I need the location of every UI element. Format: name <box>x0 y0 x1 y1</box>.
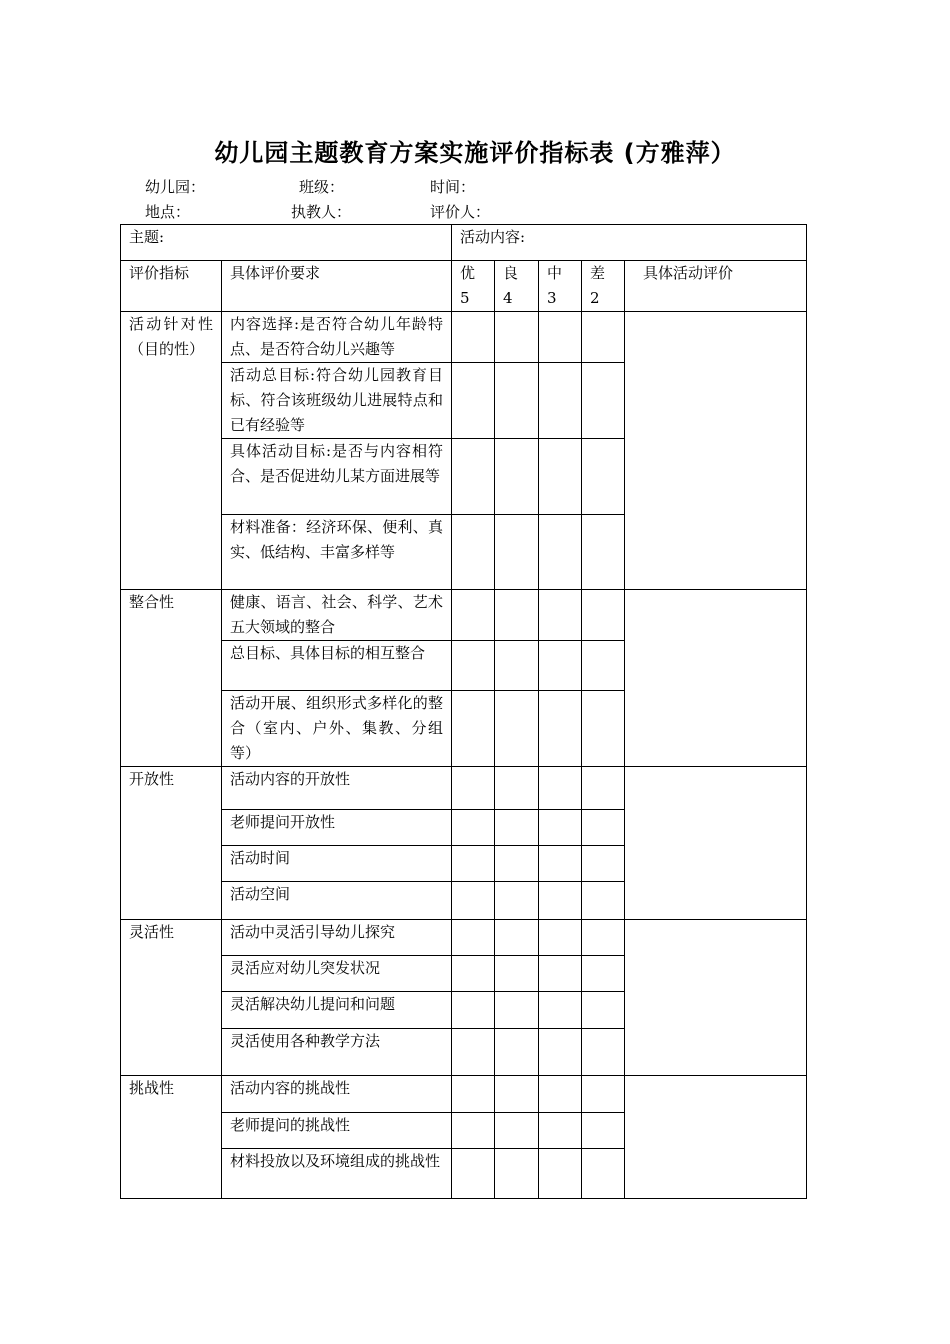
score-cell-medium[interactable] <box>539 846 582 882</box>
score-cell-medium[interactable] <box>539 992 582 1029</box>
grade-label: 中 <box>547 264 563 282</box>
score-cell-excellent[interactable] <box>452 956 495 992</box>
score-cell-poor[interactable] <box>582 439 625 515</box>
requirement-cell: 活动开展、组织形式多样化的整合（室内、户外、集教、分组等） <box>222 691 452 767</box>
score-cell-medium[interactable] <box>539 641 582 691</box>
score-cell-good[interactable] <box>495 992 539 1029</box>
score-cell-good[interactable] <box>495 956 539 992</box>
requirement-cell: 总目标、具体目标的相互整合 <box>222 641 452 691</box>
indicator-header: 评价指标 <box>121 261 222 312</box>
score-cell-good[interactable] <box>495 641 539 691</box>
score-cell-good[interactable] <box>495 882 539 920</box>
score-cell-good[interactable] <box>495 590 539 641</box>
score-cell-good[interactable] <box>495 312 539 363</box>
teacher-label: 执教人： <box>291 203 352 221</box>
indicator-cell: 挑战性 <box>121 1076 222 1199</box>
grade-score: 3 <box>547 289 557 307</box>
score-cell-excellent[interactable] <box>452 992 495 1029</box>
score-cell-medium[interactable] <box>539 767 582 810</box>
score-cell-good[interactable] <box>495 920 539 956</box>
indicator-cell: 灵活性 <box>121 920 222 1076</box>
indicator-cell: 开放性 <box>121 767 222 920</box>
grade-good-header <box>495 261 539 312</box>
requirement-cell: 老师提问开放性 <box>222 810 452 846</box>
grade-score: 4 <box>503 289 513 307</box>
score-cell-poor[interactable] <box>582 1029 625 1076</box>
score-cell-good[interactable] <box>495 846 539 882</box>
time-label: 时间： <box>430 178 476 196</box>
score-cell-poor[interactable] <box>582 1149 625 1199</box>
score-cell-excellent[interactable] <box>452 363 495 439</box>
grade-label: 良 <box>503 264 519 282</box>
requirement-cell: 活动空间 <box>222 882 452 920</box>
comment-cell[interactable] <box>625 312 807 590</box>
evaluator-label: 评价人： <box>430 203 491 221</box>
score-cell-excellent[interactable] <box>452 691 495 767</box>
score-cell-poor[interactable] <box>582 1076 625 1113</box>
grade-label: 差 <box>590 264 606 282</box>
score-cell-good[interactable] <box>495 1113 539 1149</box>
score-cell-excellent[interactable] <box>452 1149 495 1199</box>
grade-poor-header <box>582 261 625 312</box>
score-cell-medium[interactable] <box>539 920 582 956</box>
score-cell-excellent[interactable] <box>452 439 495 515</box>
score-cell-excellent[interactable] <box>452 767 495 810</box>
score-cell-medium[interactable] <box>539 1149 582 1199</box>
requirement-header: 具体评价要求 <box>222 261 452 312</box>
requirement-cell: 活动内容的挑战性 <box>222 1076 452 1113</box>
score-cell-excellent[interactable] <box>452 920 495 956</box>
location-label: 地点： <box>145 203 191 221</box>
score-cell-excellent[interactable] <box>452 882 495 920</box>
score-cell-good[interactable] <box>495 1149 539 1199</box>
score-cell-poor[interactable] <box>582 590 625 641</box>
requirement-cell: 灵活应对幼儿突发状况 <box>222 956 452 992</box>
score-cell-poor[interactable] <box>582 992 625 1029</box>
score-cell-medium[interactable] <box>539 363 582 439</box>
score-cell-poor[interactable] <box>582 810 625 846</box>
score-cell-poor[interactable] <box>582 363 625 439</box>
score-cell-poor[interactable] <box>582 312 625 363</box>
score-cell-poor[interactable] <box>582 846 625 882</box>
class-label: 班级： <box>299 178 345 196</box>
score-cell-medium[interactable] <box>539 312 582 363</box>
score-cell-poor[interactable] <box>582 691 625 767</box>
score-cell-excellent[interactable] <box>452 846 495 882</box>
evaluation-table <box>120 224 807 1199</box>
requirement-cell: 具体活动目标:是否与内容相符合、是否促进幼儿某方面进展等 <box>222 439 452 515</box>
comment-cell[interactable] <box>625 767 807 920</box>
indicator-cell: 整合性 <box>121 590 222 767</box>
indicator-cell: 活动针对性（目的性） <box>121 312 222 590</box>
score-cell-excellent[interactable] <box>452 810 495 846</box>
score-cell-excellent[interactable] <box>452 1029 495 1076</box>
score-cell-medium[interactable] <box>539 515 582 590</box>
content-cell: 活动内容: <box>452 225 807 261</box>
theme-cell: 主题: <box>121 225 452 261</box>
score-cell-excellent[interactable] <box>452 641 495 691</box>
requirement-cell: 材料准备：经济环保、便利、真实、低结构、丰富多样等 <box>222 515 452 590</box>
requirement-cell: 活动中灵活引导幼儿探究 <box>222 920 452 956</box>
requirement-cell: 活动总目标:符合幼儿园教育目标、符合该班级幼儿进展特点和已有经验等 <box>222 363 452 439</box>
requirement-cell: 活动时间 <box>222 846 452 882</box>
grade-excellent-header <box>452 261 495 312</box>
score-cell-good[interactable] <box>495 439 539 515</box>
score-cell-poor[interactable] <box>582 882 625 920</box>
score-cell-medium[interactable] <box>539 956 582 992</box>
comment-cell[interactable] <box>625 590 807 767</box>
score-cell-good[interactable] <box>495 691 539 767</box>
score-cell-excellent[interactable] <box>452 515 495 590</box>
score-cell-poor[interactable] <box>582 641 625 691</box>
score-cell-good[interactable] <box>495 767 539 810</box>
requirement-cell: 材料投放以及环境组成的挑战性 <box>222 1149 452 1199</box>
score-cell-good[interactable] <box>495 515 539 590</box>
score-cell-medium[interactable] <box>539 882 582 920</box>
score-cell-poor[interactable] <box>582 920 625 956</box>
score-cell-medium[interactable] <box>539 691 582 767</box>
grade-label: 优 <box>460 264 476 282</box>
score-cell-poor[interactable] <box>582 515 625 590</box>
score-cell-medium[interactable] <box>539 1076 582 1113</box>
score-cell-medium[interactable] <box>539 590 582 641</box>
score-cell-excellent[interactable] <box>452 1113 495 1149</box>
grade-score: 2 <box>590 289 600 307</box>
requirement-cell: 内容选择:是否符合幼儿年龄特点、是否符合幼儿兴趣等 <box>222 312 452 363</box>
requirement-cell: 活动内容的开放性 <box>222 767 452 810</box>
score-cell-medium[interactable] <box>539 439 582 515</box>
score-cell-excellent[interactable] <box>452 312 495 363</box>
score-cell-good[interactable] <box>495 810 539 846</box>
score-cell-poor[interactable] <box>582 1113 625 1149</box>
requirement-cell: 老师提问的挑战性 <box>222 1113 452 1149</box>
grade-medium-header <box>539 261 582 312</box>
kindergarten-label: 幼儿园： <box>145 178 206 196</box>
score-cell-excellent[interactable] <box>452 1076 495 1113</box>
score-cell-medium[interactable] <box>539 810 582 846</box>
comment-cell[interactable] <box>625 1076 807 1199</box>
page-title: 幼儿园主题教育方案实施评价指标表 (方雅萍） <box>214 139 736 167</box>
score-cell-good[interactable] <box>495 1076 539 1113</box>
requirement-cell: 灵活使用各种教学方法 <box>222 1029 452 1076</box>
score-cell-good[interactable] <box>495 1029 539 1076</box>
grade-score: 5 <box>460 289 470 307</box>
score-cell-medium[interactable] <box>539 1113 582 1149</box>
score-cell-good[interactable] <box>495 363 539 439</box>
score-cell-poor[interactable] <box>582 767 625 810</box>
requirement-cell: 健康、语言、社会、科学、艺术五大领域的整合 <box>222 590 452 641</box>
requirement-cell: 灵活解决幼儿提问和问题 <box>222 992 452 1029</box>
score-cell-poor[interactable] <box>582 956 625 992</box>
score-cell-medium[interactable] <box>539 1029 582 1076</box>
comment-header: 具体活动评价 <box>625 261 807 312</box>
comment-cell[interactable] <box>625 920 807 1076</box>
score-cell-excellent[interactable] <box>452 590 495 641</box>
